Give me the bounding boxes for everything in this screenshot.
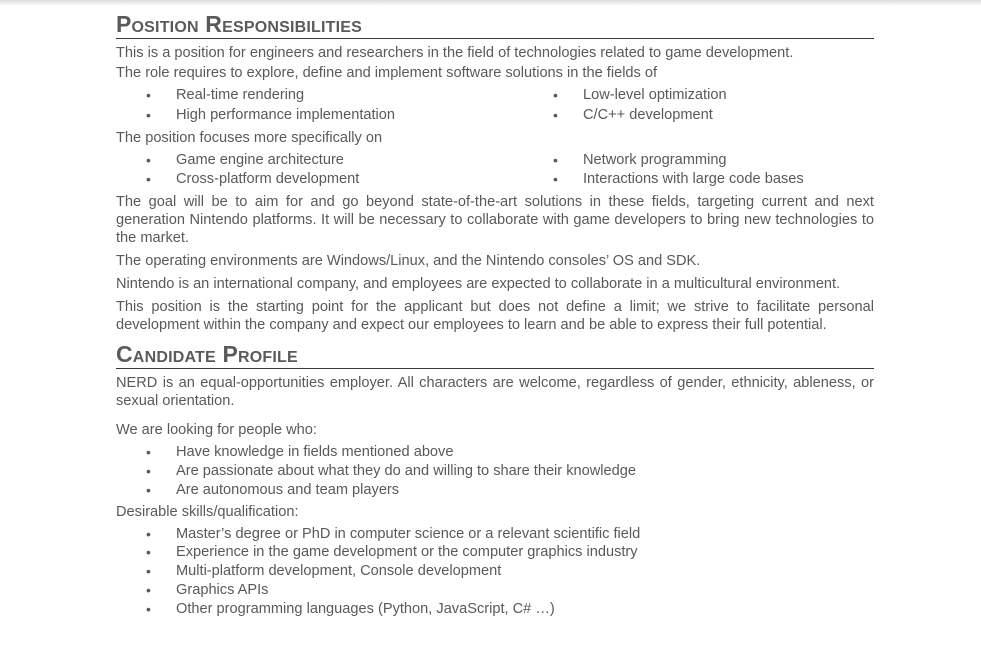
list-item: • C/C++ development	[553, 106, 713, 123]
bullet-icon: •	[146, 151, 151, 168]
bullet-icon: •	[146, 106, 151, 123]
list-item: • High performance implementation	[146, 106, 396, 123]
list-item: • Master’s degree or PhD in computer science or a relevant scientific field	[146, 525, 641, 542]
bullet-icon: •	[146, 563, 151, 580]
list-item: • Game engine architecture	[146, 151, 344, 168]
list-item: • Are passionate about what they do and willing to share their knowledge	[146, 462, 636, 479]
bullet-icon: •	[146, 171, 151, 188]
bullet-icon: •	[146, 581, 151, 598]
bullet-list-looking-for	[116, 443, 874, 499]
list-item: • Low-level optimization	[553, 87, 727, 103]
bullet-icon: •	[146, 600, 151, 617]
section-heading-candidate-profile: Candidate Profile	[116, 340, 874, 369]
list-item: • Other programming languages (Python, JavaScript, C# …)	[146, 600, 555, 617]
list-item: • Experience in the game development or the computer graphics industry	[146, 544, 638, 561]
list-item: • Real-time rendering	[146, 87, 305, 103]
list-item: • Interactions with large code bases	[553, 171, 804, 188]
list-item: • Are autonomous and team players	[146, 481, 400, 498]
paragraph: This is a position for engineers and researchers in the field of technologies related to game development.	[116, 45, 794, 61]
paragraph: The position focuses more specifically on	[116, 129, 383, 146]
bullet-icon: •	[146, 462, 151, 479]
section-heading-position-responsibilities: Position Responsibilities	[116, 10, 874, 39]
document-page	[116, 8, 874, 622]
paragraph: The role requires to explore, define and implement software solutions in the fields of	[116, 65, 658, 81]
paragraph: Nintendo is an international company, and employees are expected to collaborate in a multicultural environment.	[116, 276, 841, 293]
paragraph: The operating environments are Windows/Linux, and the Nintendo consoles’ OS and SDK.	[116, 253, 701, 270]
list-item: • Cross-platform development	[146, 171, 360, 188]
list-item: • Graphics APIs	[146, 581, 269, 598]
bullet-icon: •	[146, 444, 151, 461]
paragraph: The goal will be to aim for and go beyond state-of-the-art solutions in these fields, targeting current and next generation Nintendo platforms. It will be necessary to collaborate with game developers to bring new technologies to the market.	[116, 194, 874, 247]
bullet-icon: •	[553, 151, 558, 168]
list-item: • Have knowledge in fields mentioned above	[146, 444, 454, 461]
bullet-icon: •	[146, 481, 151, 498]
bullet-icon: •	[553, 87, 558, 103]
paragraph: We are looking for people who:	[116, 422, 317, 439]
bullet-list-fields	[116, 86, 874, 125]
paragraph: This position is the starting point for the applicant but does not define a limit; we strive to facilitate personal development within the company and expect our employees to learn and be able to express their full potential.	[116, 299, 874, 334]
bullet-list-focus	[116, 151, 874, 190]
bullet-list-skills	[116, 525, 874, 619]
bullet-icon: •	[146, 87, 151, 103]
list-item: • Network programming	[553, 151, 727, 168]
page-top-edge	[0, 0, 981, 6]
list-item: • Multi-platform development, Console development	[146, 563, 502, 580]
paragraph: NERD is an equal-opportunities employer. All characters are welcome, regardless of gender, ethnicity, ableness, or sexual orientation.	[116, 375, 874, 410]
bullet-icon: •	[146, 525, 151, 542]
bullet-icon: •	[146, 544, 151, 561]
bullet-icon: •	[553, 106, 558, 123]
bullet-icon: •	[553, 171, 558, 188]
paragraph: Desirable skills/qualification:	[116, 503, 299, 520]
